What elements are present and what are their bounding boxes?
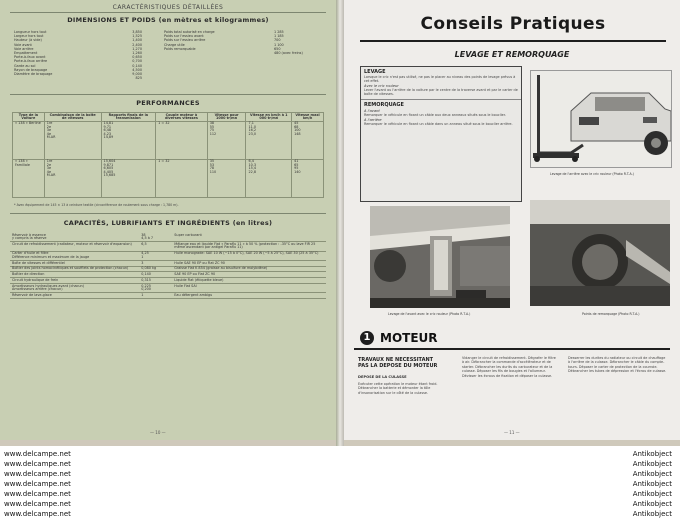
photo-caption-1: Levage de l'arrière avec le cric rouleur (Photo R.T.A.) — [550, 172, 634, 176]
capacity-note: Huile Fiat SAI — [172, 283, 326, 292]
performance-header-cell: Vitesse en km/h à 1 000 tr/mn — [246, 113, 292, 122]
performance-header-cell: Combinaison de la boîte de vitesses — [44, 113, 101, 122]
towing-point-illustration — [530, 200, 670, 306]
dimension-value: 4,500 — [132, 67, 142, 72]
capacities-title: CAPACITÉS, LUBRIFIANTS ET INGRÉDIENTS (en litres) — [63, 219, 273, 227]
dimensions-labels — [14, 30, 104, 76]
weight-value: 1 185 — [274, 34, 284, 39]
capacities-table — [10, 233, 326, 299]
moteur-text-col-1: Exécuter cette opération le moteur étant froid. Débrancher la batterie et démonter la tôle d'insonorisation sur le côté de la culasse. — [358, 382, 438, 395]
arriere-text: Remorquer le véhicule en fixant un câble dans un anneau situé sous le bouclier arrière. — [364, 122, 513, 126]
capacity-label: Circuit de refroidissement (radiateur, moteur et réservoir d'expansion) — [10, 242, 139, 251]
capacity-label: Carter d'huile et filtre Différence minimum et maximum de la jauge — [10, 251, 139, 260]
photo-caption-3: Points de remorquage (Photo R.T.A.) — [582, 312, 640, 316]
levage-text-2: Lever l'avant ou l'arrière de la voiture par le centre de la traverse avant et par le carter de boîte de vitesses. — [364, 88, 518, 96]
performance-cell: 1re 2e 3e 4e M.AR — [44, 121, 101, 159]
performance-cell: 45 68 100 148 — [292, 121, 324, 159]
weight-label: Poids sur l'essieu arrière — [164, 38, 206, 43]
capacity-note: Huile monograde: SAE 10 W (−15 à 0°C), SAE 20 W (−5 à 25°C), SAE 30 (25 à 35°C) — [172, 251, 326, 260]
dimensions-right-labels — [164, 30, 264, 51]
levage-remorquage-box — [360, 66, 522, 202]
capacity-value: 6,5 — [139, 242, 172, 251]
right-page — [344, 0, 680, 440]
moteur-text-col-2: Vidanger le circuit de refroidissement. Dégrafer le filtre à air. Débrancher la commande d'accélérateur et de starter. Débrancher les durits du carburateur et de la culasse. Déposer les fils de bougies et l'allumeur. Dévisser les écrous de fixation et déposer la culasse. — [462, 356, 556, 378]
remorquage-heading: REMORQUAGE — [361, 99, 521, 108]
watermark-text: www.delcampe.net — [4, 450, 71, 458]
avant-text: Remorquer le véhicule en fixant un câble aux deux anneaux situés sous le bouclier. — [364, 113, 506, 117]
weight-value: 480 (avec freins) — [274, 51, 303, 56]
performance-cell: « 138 » Berline — [13, 121, 45, 159]
dimension-label: Hauteur (à vide) — [14, 38, 42, 43]
dimension-value: 825 — [135, 76, 142, 81]
watermark-text: www.delcampe.net — [4, 500, 71, 508]
performances-title: PERFORMANCES — [136, 99, 200, 107]
capacity-value: 0,315 — [139, 278, 172, 284]
performance-cell: « 138 » Familiale — [13, 159, 45, 197]
dimension-label: Rayon de braquage — [14, 67, 48, 72]
page-header: CARACTÉRISTIQUES DÉTAILLÉES — [112, 4, 224, 11]
page-number: — 11 — — [504, 430, 520, 435]
capacity-note: Mélange eau et liquide Fiat « Paraflu 11 » à 50 % (protection : -35°C ou lave FIR 25 même ascendant par antigel Paraflu 11) — [172, 242, 326, 251]
page-number: — 10 — — [150, 430, 166, 435]
capacity-note: Eau détergent ambigu — [172, 293, 326, 299]
watermark-text: Antikobject — [632, 460, 672, 468]
dimension-value: 3,850 — [132, 30, 142, 34]
weight-value: 1 100 — [274, 42, 284, 47]
capacity-label: Amortisseurs hydrauliques avant (chacun) Amortisseurs arrière (chacun) — [10, 283, 139, 292]
dimension-label: Porte-à-faux avant — [14, 55, 46, 60]
dimension-value: 1,260 — [132, 51, 142, 56]
watermark-text: www.delcampe.net — [4, 470, 71, 478]
dimension-label: Voie avant — [14, 42, 32, 47]
performance-cell: 1 = 32 — [156, 121, 208, 159]
performance-cell: 1 = 32 — [156, 159, 208, 197]
performance-cell: 15,604 9,871 6,605 4,405 15,685 — [101, 159, 156, 197]
moteur-heading: MOTEUR — [380, 331, 438, 345]
performance-footnote: * Avec équipement de 145 × 13 à ceinture textile (circonférence de roulement sous charge : 1,780 m). — [14, 203, 179, 207]
car-jack-illustration — [531, 71, 671, 167]
performance-cell: 14,81 9,71 6,48 4,23 14,89 — [101, 121, 156, 159]
watermark-strip — [0, 449, 680, 519]
dimensions-title: DIMENSIONS ET POIDS (en mètres et kilogrammes) — [67, 16, 269, 24]
watermark-text: Antikobject — [632, 470, 672, 478]
performance-cell: 35 53 78 110 — [207, 159, 246, 197]
moteur-text-col-3: Desserrer les durites du radiateur ou circuit de chauffage à l'arrière de la culasse. Débrancher le câble du compte-tours. Déposer le carter de protection de la courroie. Débrancher les tubes de dépression et l'écrou de culasse. — [568, 356, 667, 374]
capacity-label: Réservoir à essence y compris la réserve — [10, 233, 139, 242]
watermark-text: www.delcampe.net — [4, 490, 71, 498]
capacity-note: Liquide Fiat (étiquette bleue) — [172, 278, 326, 284]
capacity-value: 0,140 — [139, 272, 172, 278]
dimension-value: 0,140 — [132, 63, 142, 68]
performance-cell: 6,4 10,3 15,4 22,8 — [246, 159, 292, 197]
weight-value: 650 — [274, 46, 281, 51]
performance-cell: 38 55 75 112 — [207, 121, 246, 159]
watermark-left — [4, 449, 71, 519]
capacity-value: 0,225 0,200 — [139, 283, 172, 292]
towing-point-photo — [530, 200, 670, 306]
dimension-value: 0,700 — [132, 59, 142, 64]
capacity-note: Graisse Fiat K 854 (graisse au bisulfure de molybdène) — [172, 266, 326, 272]
dimension-label: Garde au sol — [14, 63, 36, 68]
section-rule — [10, 213, 326, 214]
watermark-text: Antikobject — [632, 480, 672, 488]
performances-table — [12, 112, 324, 198]
capacity-row — [10, 293, 326, 299]
section-subtitle: LEVAGE ET REMORQUAGE — [454, 50, 570, 59]
dimension-label: Porte-à-faux arrière — [14, 59, 48, 64]
weight-label: Poids sur l'essieu avant — [164, 34, 204, 39]
performance-cell: 1re 2e 3e 4e M.AR — [44, 159, 101, 197]
photo-caption-2: Levage de l'avant avec le cric rouleur (Photo R.T.A.) — [388, 312, 471, 316]
left-page — [0, 0, 336, 440]
header-rule — [10, 12, 326, 13]
section-number-badge: 1 — [360, 331, 374, 345]
dimension-value: 2,400 — [132, 42, 142, 47]
capacity-note: SAE 90 EP ou Fiat ZC 90 — [172, 272, 326, 278]
levage-heading: LEVAGE — [364, 69, 386, 75]
page-title: Conseils Pratiques — [420, 14, 606, 34]
watermark-text: Antikobject — [632, 450, 672, 458]
depose-title: DEPOSE DE LA CULASSE — [358, 375, 407, 379]
dimension-value: 1,270 — [132, 46, 142, 51]
dimension-label: Longueur hors tout — [14, 30, 47, 34]
dimension-label: Diamètre de braquage — [14, 72, 53, 77]
capacity-label: Boîte de vitesses et différentiel — [10, 260, 139, 266]
performance-cell: 7,1 11,0 16,2 23,0 — [246, 121, 292, 159]
performance-row — [13, 121, 324, 159]
watermark-text: Antikobject — [632, 490, 672, 498]
weight-label: Charge utile — [164, 42, 185, 47]
moteur-subtitle: TRAVAUX NE NECESSITANT PAS LA DEPOSE DU MOTEUR — [358, 357, 438, 369]
dimensions-block — [14, 30, 324, 90]
performance-header-cell: Vitesse maxi km/h — [292, 113, 324, 122]
capacity-row — [10, 251, 326, 260]
dimension-label: Voie arrière — [14, 46, 34, 51]
capacity-label: Boîtier de direction — [10, 272, 139, 278]
weight-value: 700 — [274, 38, 281, 43]
capacity-label: Circuit hydraulique de frein — [10, 278, 139, 284]
dimension-value: 9,000 — [132, 72, 142, 77]
watermark-right — [633, 449, 672, 519]
performance-header-cell: Couple moteur à diverses vitesses — [156, 113, 208, 122]
front-lifting-photo — [370, 206, 510, 308]
dimension-value: 0,650 — [132, 55, 142, 60]
capacity-label: Boîtier des joints homocinétiques et soufflets de protection (chacun) — [10, 266, 139, 272]
capacity-value: 3 — [139, 260, 172, 266]
dimension-value: 1,525 — [132, 34, 142, 39]
front-lifting-illustration — [370, 206, 510, 308]
dimension-label: Empattement — [14, 51, 38, 56]
dimensions-right-values — [274, 30, 324, 55]
levage-subheading: Avec le cric rouleur — [364, 84, 399, 88]
capacity-row — [10, 283, 326, 292]
levage-text: Lorsque le cric n'est pas utilisé, ne pas le placer au niveau des points de levage prévus à cet effet. — [364, 75, 516, 83]
watermark-text: www.delcampe.net — [4, 460, 71, 468]
capacity-value: 38 4,5 à 7 — [139, 233, 172, 242]
performance-header-cell: Vitesse pour 1000 tr/mn — [207, 113, 246, 122]
book-gutter — [336, 0, 344, 446]
capacity-value: 1 — [139, 293, 172, 299]
watermark-text: www.delcampe.net — [4, 480, 71, 488]
section-rule — [10, 94, 326, 95]
car-jack-photo — [530, 70, 672, 168]
capacity-note: Huile SAE 90 EP ou Fiat ZC 90 — [172, 260, 326, 266]
watermark-text: Antikobject — [632, 500, 672, 508]
weight-label: Poids remorquable — [164, 46, 196, 51]
performance-row — [13, 159, 324, 197]
weight-label: Poids total autorisé en charge — [164, 30, 215, 34]
title-rule — [360, 40, 666, 42]
capacity-value: 4,25 1 — [139, 251, 172, 260]
watermark-text: www.delcampe.net — [4, 510, 71, 518]
weight-value: 1 285 — [274, 30, 284, 34]
capacity-label: Réservoir de lave-glace — [10, 293, 139, 299]
avant-subheading: A l'avant — [364, 109, 380, 113]
page-title-block — [360, 14, 666, 40]
moteur-rule — [354, 348, 670, 350]
performance-header-cell: Type de la voiture — [13, 113, 45, 122]
capacity-row — [10, 242, 326, 251]
performance-cell: 41 65 95 140 — [292, 159, 324, 197]
capacity-note: Super carburant — [172, 233, 326, 242]
dimension-value: 1,400 — [132, 38, 142, 43]
dimensions-values — [112, 30, 142, 80]
dimension-label: Largeur hors tout — [14, 34, 44, 39]
arriere-subheading: A l'arrière — [364, 118, 382, 122]
capacity-row — [10, 233, 326, 242]
watermark-text: Antikobject — [632, 510, 672, 518]
performance-header-cell: Rapports finals de la transmission — [101, 113, 156, 122]
capacity-value: 0,080 kg — [139, 266, 172, 272]
